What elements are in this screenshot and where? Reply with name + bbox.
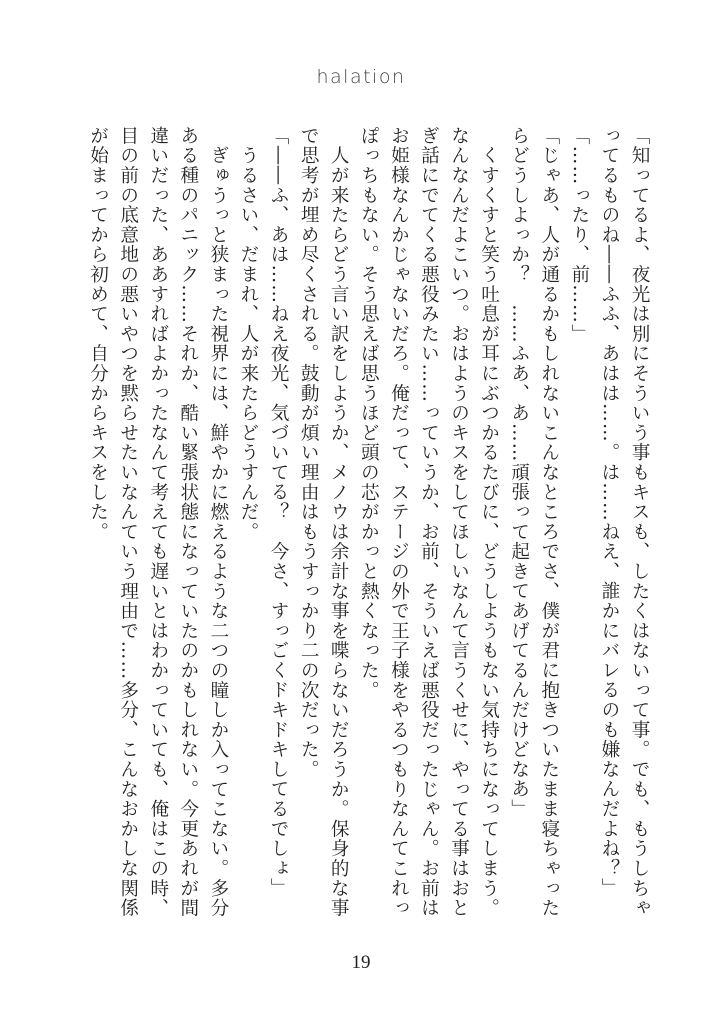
text-line-17: 違いだった、ああすればよかったなんて考えても遅いとはわかっていても、俺はこの時、 bbox=[147, 126, 169, 918]
text-line-2: ってるものね――ふふ、あはは……。は……ねえ、誰かにバレるのも嫌なんだよね？」 bbox=[598, 126, 620, 899]
text-line-3: 「……ったり、前……」 bbox=[568, 126, 590, 344]
running-head: halation bbox=[316, 66, 406, 88]
text-line-5: らどうしよっか？ ……ふあ、あ……頑張って起きてあげてるんだけどなあ」 bbox=[508, 126, 530, 819]
text-line-15: ぎゅうっと狭まった視界には、鮮やかに燃えるような二つの瞳しか入ってこない。多分 bbox=[207, 126, 229, 918]
text-line-9: お姫様なんかじゃないだろ。俺だって、ステージの外で王子様をやるつもりなんてこれっ bbox=[388, 126, 410, 918]
text-line-14: うるさい、だまれ、人が来たらどうすんだ。 bbox=[237, 126, 259, 542]
vertical-text-block bbox=[88, 126, 648, 926]
text-line-19: が始まってから初めて、自分からキスをした。 bbox=[87, 126, 109, 542]
text-line-6: くすくすと笑う吐息が耳にぶつかるたびに、どうしようもない気持ちになってしまう。 bbox=[478, 126, 500, 918]
text-line-18: 目の前の底意地の悪いやつを黙らせたいなんていう理由で……多分、こんなおかしな関係 bbox=[117, 126, 139, 918]
text-line-8: ぎ話にでてくる悪役みたい……っていうか、お前、そういえば悪役だったじゃん。お前は bbox=[418, 126, 440, 918]
text-line-7: なんなんだよこいつ。おはようのキスをしてほしいなんて言うくせに、やってる事はおと bbox=[448, 126, 470, 918]
text-line-4: 「じゃあ、人が通るかもしれないこんなところでさ、僕が君に抱きついたまま寝ちゃった bbox=[538, 126, 560, 918]
text-line-11: 人が来たらどう言い訳をしようか、メノウは余計な事を喋らないだろうか。保身的な事 bbox=[328, 126, 350, 918]
text-line-1: 「知ってるよ、夜光は別にそういう事もキスも、したくはないって事。でも、もうしちゃ bbox=[629, 126, 650, 918]
page-number: 19 bbox=[351, 952, 371, 973]
text-line-13: 「――ふ、あは……ねえ夜光、気づいてる？ 今さ、すっごくドキドキしてるでしょ」 bbox=[268, 126, 290, 899]
text-line-10: ぽっちもない。そう思えば思うほど頭の芯がかっと熱くなった。 bbox=[358, 126, 380, 701]
text-line-12: で思考が埋め尽くされる。鼓動が煩い理由はもうすっかり二の次だった。 bbox=[298, 126, 320, 780]
text-line-16: ある種のパニック……それか、酷い緊張状態になっていたのかもしれない。今更あれが間 bbox=[177, 126, 199, 918]
